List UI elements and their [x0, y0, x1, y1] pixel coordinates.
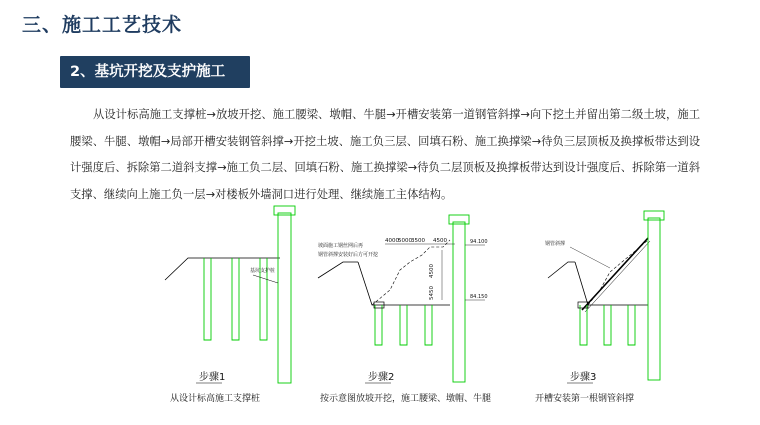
pile-cap — [644, 211, 664, 220]
step-3-caption: 开槽安装第一根钢管斜撑 — [535, 394, 635, 404]
steel-brace — [582, 238, 648, 310]
excavation-slope — [358, 262, 450, 305]
page-title: 三、施工工艺技术 — [22, 14, 183, 36]
annotation-note: 钢管斜撑安装好后方可开挖 — [318, 252, 379, 258]
ground-line — [548, 262, 575, 278]
support-pile — [453, 222, 465, 382]
pile-column — [580, 305, 587, 345]
pile-column — [628, 305, 635, 345]
pile-column — [204, 258, 211, 340]
elevation-label: 84.150 — [470, 294, 488, 300]
ground-line — [318, 262, 358, 278]
soil-slope — [588, 240, 648, 305]
pile-cap — [449, 215, 469, 224]
dimension-label: 4500 — [433, 238, 447, 244]
dimension-label: 4000 — [385, 238, 399, 244]
dimension-label: 5450 — [429, 286, 435, 300]
figure-step-1 — [165, 206, 295, 404]
pile-column — [425, 305, 432, 345]
ground-line — [165, 258, 280, 280]
elevation-label: 94.100 — [470, 239, 488, 245]
step-2-label: 步骤2 — [368, 372, 395, 383]
brace-label: 钢管斜撑 — [545, 241, 566, 247]
step-3-label: 步骤3 — [570, 372, 597, 383]
pile-column — [400, 305, 407, 345]
support-pile — [648, 218, 660, 380]
process-description: 从设计标高施工支撑桩→放坡开挖、施工腰梁、墩帽、牛腿→开槽安装第一道钢管斜撑→向下挖土并留出第二级土坡，施工腰梁、牛腿、墩帽→局部开槽安装钢管斜撑→开挖土坡、施工负三层、回填石粉、施工换撑梁→待负三层顶板及换撑板带达到设计强度后、拆除第二道斜支撑→施工负二层、回填石粉、施工换撑梁→待负二层顶板及换撑板带达到设计强度后、拆除第一道斜支撑、继续向上施工负一层→对楼板外墙洞口进行处理、继续施工主体结构。 — [70, 108, 700, 201]
figure-step-2 — [318, 215, 491, 404]
pile-column — [260, 258, 267, 340]
proposed-slope — [372, 240, 450, 305]
support-pile — [278, 213, 291, 383]
annotation-note: 坡面施工钢丝网后再 — [318, 243, 364, 249]
pile-column — [604, 305, 611, 345]
step-1-caption: 从设计标高施工支撑桩 — [170, 394, 261, 404]
waler-beam — [578, 302, 588, 308]
pile-column — [232, 258, 239, 340]
excavation-slope — [575, 262, 648, 305]
step-1-label: 步骤1 — [199, 372, 226, 383]
section-subtitle: 2、基坑开挖及支护施工 — [60, 56, 250, 88]
figure-step-3 — [535, 211, 664, 404]
step-2-caption: 按示意图放坡开挖，施工腰梁、墩帽、牛腿 — [320, 394, 492, 404]
dimension-label: 5000 — [398, 238, 412, 244]
waler-beam — [374, 302, 384, 308]
pile-label: 基坑支护桩 — [250, 268, 276, 274]
dimension-label: 4500 — [429, 264, 435, 278]
dimension-label: 3500 — [411, 238, 425, 244]
pile-column — [375, 305, 382, 345]
